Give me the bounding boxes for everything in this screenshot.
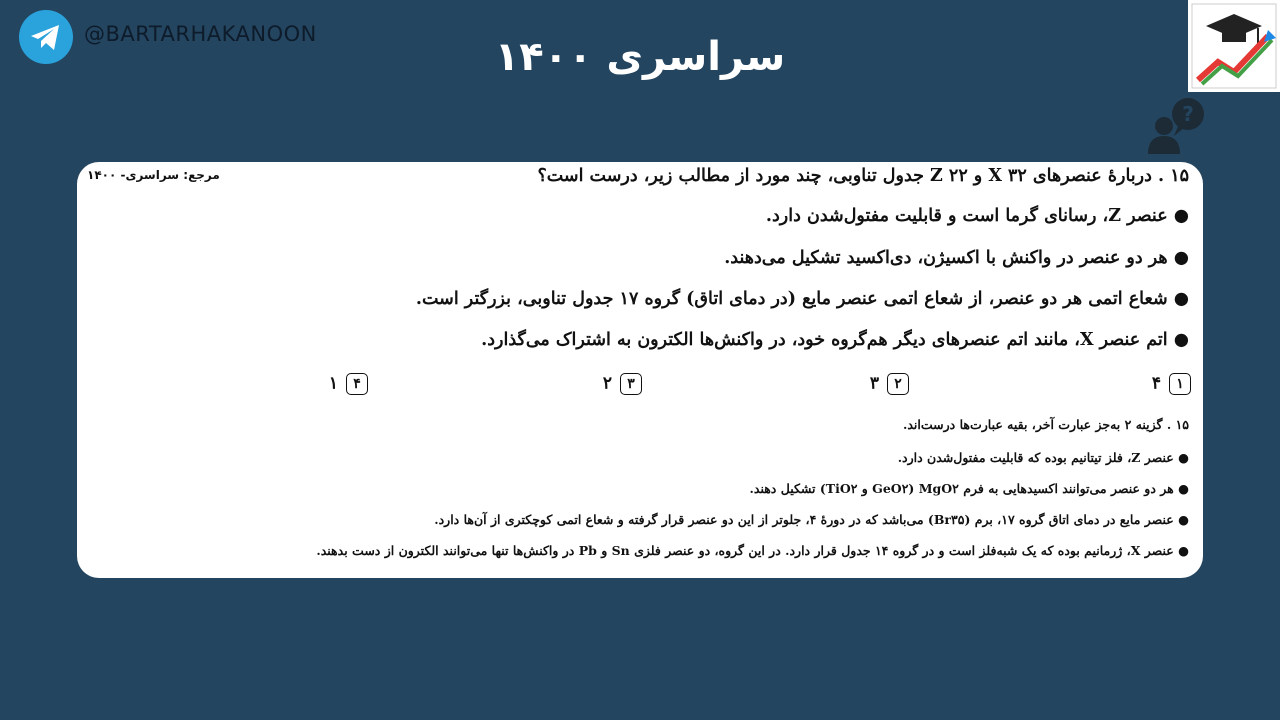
statement-3: ● شعاع اتمی هر دو عنصر، از شعاع اتمی عنصر مایع (در دمای اتاق) گروه ۱۷ جدول تناوبی، بزرگتر است. (415, 289, 1189, 309)
question-text: ۱۵ . دربارهٔ عنصرهای X ۳۲ و Z ۲۲ جدول تناوبی، چند مورد از مطالب زیر، درست است؟ (537, 166, 1189, 186)
answer-line-2: ● هر دو عنصر می‌توانند اکسیدهایی به فرم MgO۲ (GeO۲ و TiO۲) تشکیل دهند. (749, 481, 1189, 496)
option-2[interactable] (870, 373, 909, 395)
answer-heading: ۱۵ . گزینه ۲ به‌جز عبارت آخر، بقیه عبارت‌ها درست‌اند. (903, 417, 1189, 432)
statement-2: ● هر دو عنصر در واکنش با اکسیژن، دی‌اکسید تشکیل می‌دهند. (724, 248, 1189, 268)
option-value: ۲ (602, 373, 612, 394)
question-person-icon (1140, 96, 1210, 156)
svg-text:?: ? (1182, 102, 1194, 126)
reference-label: مرجع: سراسری- ۱۴۰۰ (87, 168, 220, 182)
statement-1: ● عنصر Z، رسانای گرما است و قابلیت مفتول‌شدن دارد. (765, 206, 1189, 226)
option-1[interactable] (1152, 373, 1191, 395)
option-value: ۴ (1151, 373, 1161, 394)
option-4[interactable] (329, 373, 368, 395)
option-number: ۴ (346, 373, 368, 395)
answer-line-3: ● عنصر مایع در دمای اتاق گروه ۱۷، برم (Br۳۵) می‌باشد که در دورهٔ ۴، جلوتر از این دو عنصر قرار گرفته و شعاع اتمی کوچکتری از آن‌ها دارد. (434, 512, 1189, 527)
page-title: سراسری ۱۴۰۰ (494, 34, 786, 80)
option-value: ۱ (328, 373, 338, 394)
option-3[interactable] (603, 373, 642, 395)
channel-handle[interactable]: @BARTARHAKANOON (84, 22, 317, 46)
answer-line-4: ● عنصر X، ژرمانیم بوده که یک شبه‌فلز است و در گروه ۱۴ جدول قرار دارد. در این گروه، دو عنصر فلزی Sn و Pb در واکنش‌ها تنها می‌توانند الکترون از دست بدهند. (316, 543, 1189, 558)
option-value: ۳ (869, 373, 879, 394)
statement-4: ● اتم عنصر X، مانند اتم عنصرهای دیگر هم‌گروه خود، در واکنش‌ها الکترون به اشتراک می‌گذارد. (481, 330, 1189, 350)
answer-line-1: ● عنصر Z، فلز تیتانیم بوده که قابلیت مفتول‌شدن دارد. (897, 450, 1189, 465)
option-number: ۲ (887, 373, 909, 395)
question-card (77, 162, 1203, 578)
option-number: ۳ (620, 373, 642, 395)
logo-graduation-icon (1188, 0, 1280, 92)
option-number: ۱ (1169, 373, 1191, 395)
